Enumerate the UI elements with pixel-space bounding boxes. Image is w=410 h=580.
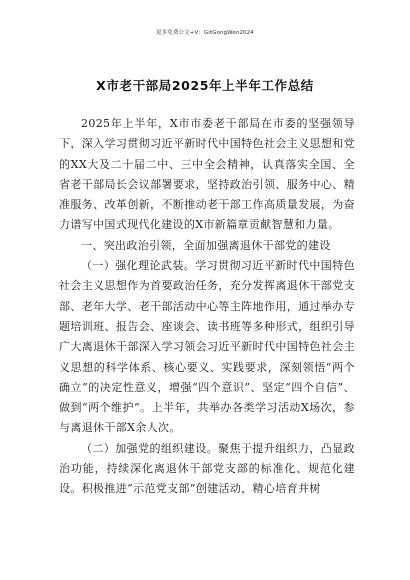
document-body [59, 114, 355, 500]
header-promo-note: 更多免费公文+V：GitGongWen2024 [156, 30, 254, 36]
intro-paragraph: 2025年上半年，X市市委老干部局在市委的坚强领导下，深入学习贯彻习近平新时代中国特色社会主义思想和党的XX大及二十届二中、三中全会精神，认真落实全国、全省老干部局长会议部署要求，坚持政治引领、服务中心、精准服务、改革创新，不断推动老干部工作高质量发展，为奋力谱写中国式现代化建设的X市新篇章贡献智慧和力量。 [59, 117, 355, 232]
body-paragraph: （二）加强党的组织建设。聚焦于提升组织力，凸显政治功能，持续深化离退休干部党支部的标准化、规范化建设。积极推进“示范党支部”创建活动，精心培育并树 [59, 441, 355, 496]
body-paragraph: （一）强化理论武装。学习贯彻习近平新时代中国特色社会主义思想作为首要政治任务，充分发挥离退休干部党支部、老年大学、老干部活动中心等主阵地作用，通过举办专题培训班、报告会、座谈会、读书班等多种形式，组织引导广大离退休干部深入学习领会习近平新时代中国特色社会主义思想的科学体系、核心要义、实践要求，深刻领悟“两个确立”的决定性意义，增强“四个意识”、坚定“四个自信”、做到“两个维护”。上半年，共举办各类学习活动X场次，参与离退休干部X余人次。 [59, 259, 355, 435]
document-title: X市老干部局2025年上半年工作总结 [96, 78, 314, 93]
section-heading: 一、突出政治引领，全面加强离退休干部党的建设 [81, 238, 331, 252]
